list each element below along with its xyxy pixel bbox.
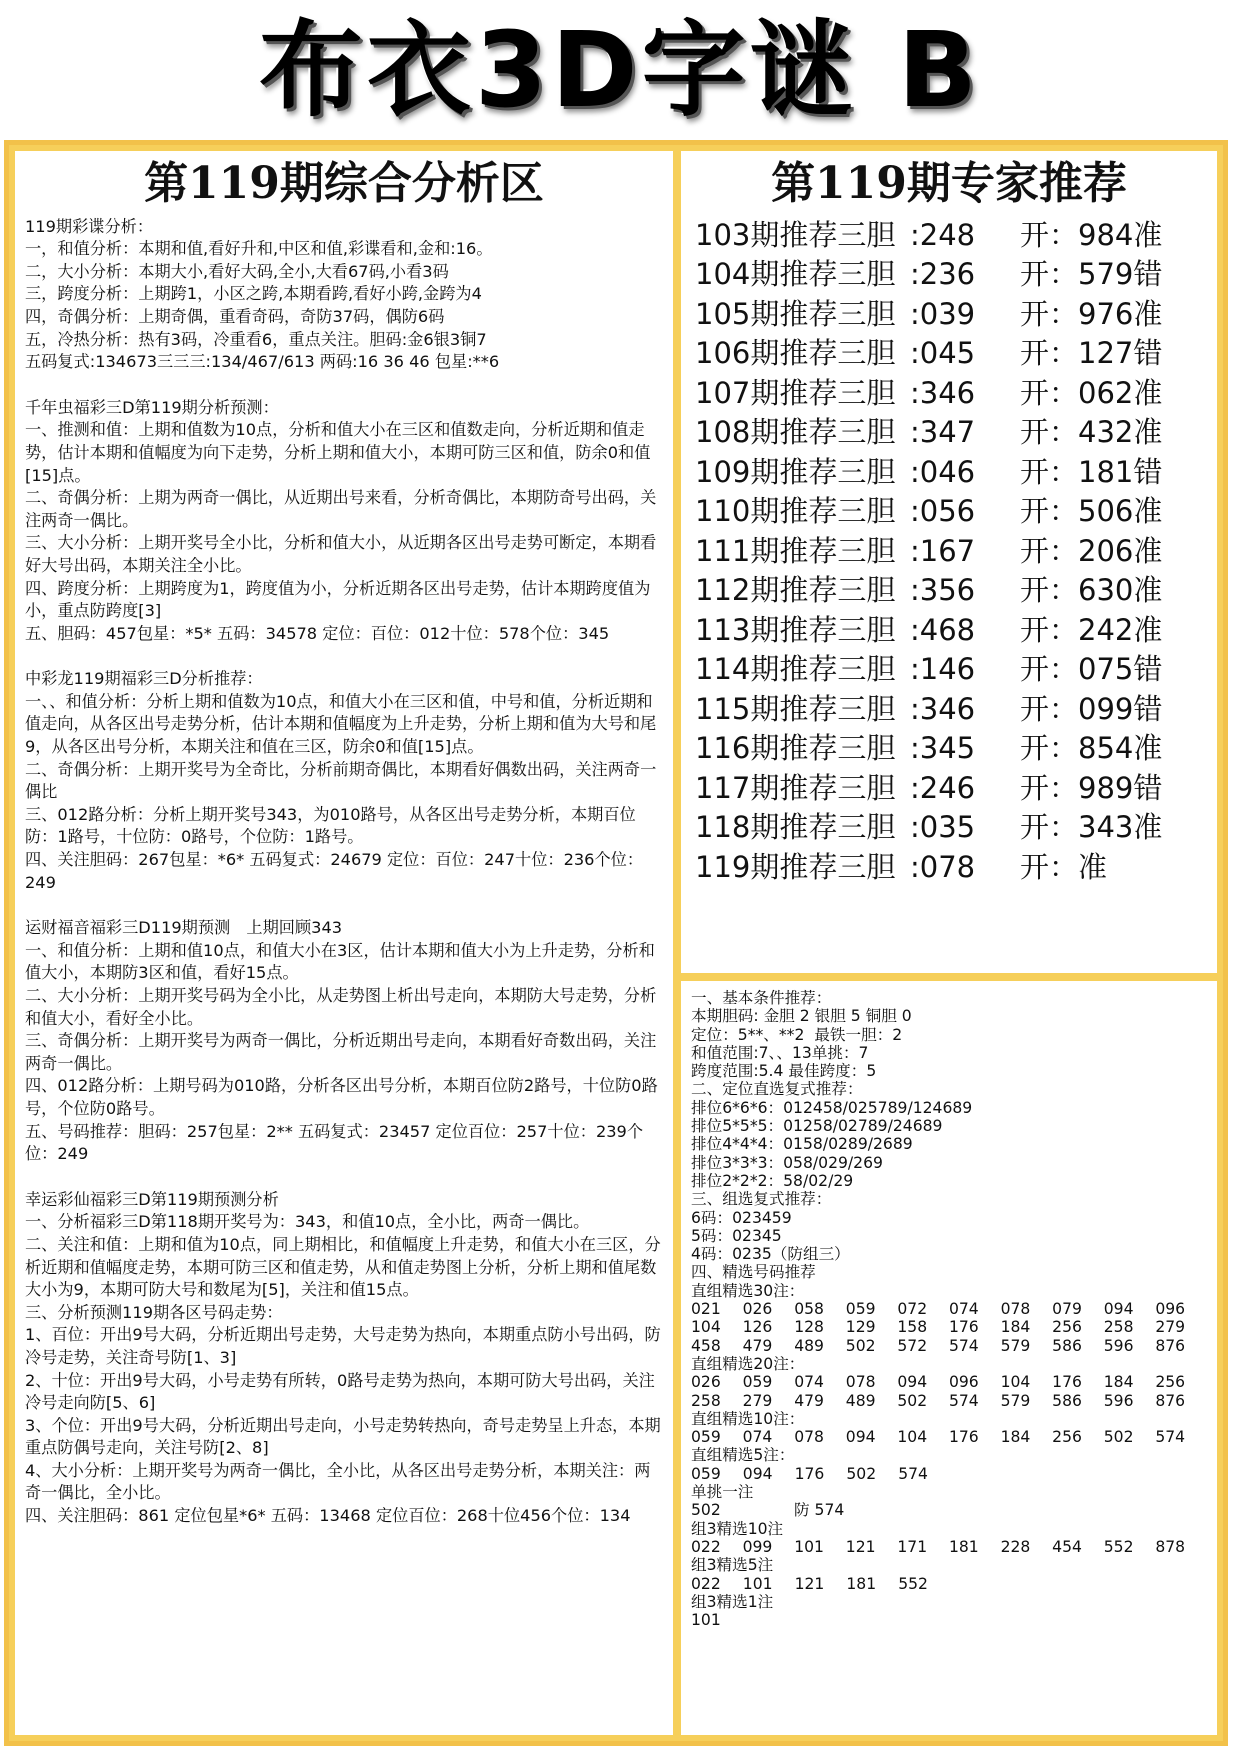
- number-cell: 458: [691, 1336, 721, 1355]
- analysis-line: 119期彩谍分析：: [25, 216, 154, 236]
- number-cell: 026: [742, 1300, 773, 1319]
- rec-number: :468: [910, 612, 976, 647]
- number-cell: 256: [1052, 1318, 1082, 1337]
- number-cell: 572: [897, 1336, 928, 1355]
- analysis-panel: [15, 151, 673, 1735]
- number-cell: 094: [897, 1373, 928, 1392]
- recommend-line: 定位：5**、**2 最铁一胆：2: [691, 1025, 903, 1044]
- number-cell: 489: [845, 1391, 876, 1410]
- number-cell: 574: [948, 1391, 979, 1410]
- number-cell: 101: [794, 1537, 824, 1556]
- number-cell: 059: [691, 1464, 721, 1483]
- recommend-line: 5码：02345: [691, 1226, 782, 1245]
- number-cell: 552: [898, 1574, 928, 1593]
- number-cell: 074: [742, 1428, 773, 1447]
- number-cell: 074: [948, 1300, 979, 1319]
- recommend-row: [695, 334, 1203, 374]
- number-row: [691, 1465, 1207, 1483]
- analysis-line: 3、个位：开出9号大码，分析近期出号走向，小号走势转热向，奇号走势呈上升态，本期重点防偶号走向，关注号防[2、8]: [25, 1415, 661, 1458]
- rec-label: 119期推荐三胆: [695, 849, 896, 884]
- number-cell: 079: [1052, 1300, 1082, 1319]
- number-cell: 181: [948, 1537, 979, 1556]
- group-title: 直组精选5注：: [691, 1446, 795, 1465]
- analysis-line: 4、大小分析：上期开奖号为两奇一偶比，全小比，从各区出号走势分析，本期关注：两奇一偶比，全小比。: [25, 1460, 651, 1503]
- number-cell: 181: [846, 1574, 877, 1593]
- number-row: [691, 1611, 1207, 1629]
- rec-label: 113期推荐三胆: [695, 612, 896, 647]
- number-cell: 074: [794, 1373, 824, 1392]
- number-cell: 258: [1103, 1318, 1134, 1337]
- number-row: [691, 1575, 1207, 1593]
- rec-number: :045: [910, 336, 976, 371]
- number-cell: 096: [1155, 1300, 1186, 1319]
- number-cell: 878: [1155, 1537, 1186, 1556]
- number-cell: 129: [845, 1318, 876, 1337]
- number-cell: 121: [794, 1574, 825, 1593]
- group-title: 组3精选10注: [691, 1519, 784, 1538]
- rec-result: 开：976准: [1020, 296, 1163, 331]
- number-cell: 489: [794, 1336, 824, 1355]
- number-cell: 059: [845, 1300, 876, 1319]
- analysis-section: [25, 216, 663, 374]
- recommend-row: [695, 769, 1203, 809]
- analysis-line: 四，奇偶分析：上期奇偶，重看奇码，奇防37码，偶防6码: [25, 306, 445, 326]
- number-cell: 596: [1103, 1391, 1134, 1410]
- analysis-line: 二、关注和值：上期和值为10点，同上期相比，和值幅度上升走势，和值大小在三区，分析近期和值幅度走势，本期可防三区和值走势，从和值走势图上分析，分析上期和值尾数大小为9，本期可防大号和数尾为[5]，关注和值15点。: [25, 1234, 661, 1300]
- rec-number: :246: [910, 770, 976, 805]
- rec-result: 开：343准: [1020, 810, 1163, 845]
- rec-result: 开：432准: [1020, 415, 1163, 450]
- rec-label: 114期推荐三胆: [695, 652, 896, 687]
- single-pick: [691, 1483, 1207, 1520]
- rec-result: 开：854准: [1020, 731, 1163, 766]
- number-cell: 552: [1103, 1537, 1134, 1556]
- rec-number: :356: [910, 573, 976, 608]
- number-cell: 072: [897, 1300, 928, 1319]
- number-cell: 574: [898, 1464, 928, 1483]
- recommend-line: 6码：023459: [691, 1208, 792, 1227]
- analysis-line: 五、胆码：457包星：*5* 五码：34578 定位：百位：012十位：578个位：345: [25, 623, 610, 643]
- rec-number: :146: [910, 652, 976, 687]
- number-cell: 078: [845, 1373, 876, 1392]
- recommend-row: [695, 532, 1203, 572]
- rec-label: 118期推荐三胆: [695, 810, 896, 845]
- recommend-row: [695, 611, 1203, 651]
- analysis-line: 五，冷热分析：热有3码，冷重看6，重点关注。胆码:金6银3铜7: [25, 329, 487, 349]
- number-cell: 099: [742, 1537, 773, 1556]
- rec-result: 开：准: [1020, 849, 1108, 884]
- recommend-row: [695, 413, 1203, 453]
- analysis-line: 三、奇偶分析：上期开奖号为两奇一偶比，分析近期出号走向，本期看好奇数出码，关注两奇一偶比。: [25, 1031, 657, 1073]
- recommend-row: [695, 255, 1203, 295]
- number-cell: 104: [1000, 1373, 1031, 1392]
- analysis-line: 一、分析福彩三D第118期开奖号为：343，和值10点，全小比，两奇一偶比。: [25, 1212, 590, 1232]
- number-row: [691, 1318, 1207, 1336]
- number-cell: 078: [794, 1428, 824, 1447]
- rec-result: 开：989错: [1020, 770, 1163, 805]
- rec-number: :248: [910, 217, 976, 252]
- number-cell: 876: [1155, 1391, 1186, 1410]
- number-group: [691, 1446, 1207, 1483]
- rec-result: 开：984准: [1020, 217, 1163, 252]
- number-cell: 579: [1000, 1336, 1031, 1355]
- rec-label: 116期推荐三胆: [695, 731, 896, 766]
- rec-result: 开：579错: [1020, 257, 1163, 292]
- rec-number: :046: [910, 454, 976, 489]
- number-cell: 176: [1052, 1373, 1082, 1392]
- analysis-line: 1、百位：开出9号大码，分析近期出号走势，大号走势为热向，本期重点防小号出码，防冷号走势，关注奇号防[1、3]: [25, 1325, 661, 1367]
- number-group: [691, 1410, 1207, 1447]
- analysis-section: [25, 397, 663, 646]
- analysis-section: [25, 1189, 663, 1528]
- rec-label: 115期推荐三胆: [695, 691, 896, 726]
- rec-label: 111期推荐三胆: [695, 533, 896, 568]
- recommend-line: 二、定位直选复式推荐：: [691, 1080, 863, 1099]
- rec-label: 117期推荐三胆: [695, 770, 896, 805]
- number-cell: 454: [1052, 1537, 1082, 1556]
- number-cell: 171: [897, 1537, 928, 1556]
- recommend-row: [695, 808, 1203, 848]
- rec-label: 110期推荐三胆: [695, 494, 896, 529]
- analysis-line: 一、、和值分析：分析上期和值数为10点，和值大小在三区和值，中号和值，分析近期和值走向，从各区出号走势分析，估计本期和值幅度为上升走势，分析上期和值为大号和尾9，从各区出号分析，本期关注和值在三区，防余0和值[15]点。: [25, 691, 657, 757]
- recommend-row: [695, 571, 1203, 611]
- number-cell: 126: [742, 1318, 773, 1337]
- analysis-section: [25, 917, 663, 1166]
- number-group: [691, 1520, 1207, 1557]
- rec-label: 105期推荐三胆: [695, 296, 896, 331]
- recommend-row: [695, 848, 1203, 888]
- expert-panel: [681, 151, 1217, 973]
- expert-title: 第119期专家推荐: [771, 158, 1127, 209]
- number-row: [691, 1392, 1207, 1410]
- rec-number: :035: [910, 810, 976, 845]
- single-value: 502: [691, 1501, 721, 1520]
- analysis-line: 三、012路分析：分析上期开奖号343，为010路号，从各区出号走势分析，本期百位防：1路号，十位防：0路号，个位防：1路号。: [25, 804, 636, 847]
- recommend-row: [695, 690, 1203, 730]
- number-cell: 059: [691, 1428, 721, 1447]
- analysis-line: 三、分析预测119期各区号码走势：: [25, 1302, 283, 1322]
- recommend-line: 跨度范围:5.4 最佳跨度：5: [691, 1062, 877, 1081]
- number-cell: 586: [1052, 1336, 1082, 1355]
- recommend-line: 三、组选复式推荐：: [691, 1190, 832, 1209]
- analysis-line: 二、奇偶分析：上期开奖号为全奇比，分析前期奇偶比，本期看好偶数出码，关注两奇一偶比: [25, 759, 657, 802]
- analysis-line: 一，和值分析：本期和值,看好升和,中区和值,彩谍看和,金和:16。: [25, 239, 493, 259]
- number-cell: 096: [948, 1373, 979, 1392]
- number-cell: 279: [1155, 1318, 1186, 1337]
- number-cell: 279: [742, 1391, 773, 1410]
- rec-number: :236: [910, 257, 976, 292]
- header-banner: [0, 0, 1240, 140]
- recommend-line: 排位6*6*6：012458/025789/124689: [691, 1098, 973, 1117]
- group-title: 直组精选10注：: [691, 1409, 805, 1428]
- number-group: [691, 1355, 1207, 1410]
- number-cell: 058: [794, 1300, 824, 1319]
- number-row: [691, 1373, 1207, 1391]
- number-cell: 502: [1103, 1428, 1134, 1447]
- number-cell: 021: [691, 1300, 721, 1319]
- rec-label: 108期推荐三胆: [695, 415, 896, 450]
- rec-label: 103期推荐三胆: [695, 217, 896, 252]
- page-title: 布衣3D字谜 B: [258, 9, 982, 131]
- analysis-line: 四、跨度分析：上期跨度为1，跨度值为小，分析近期各区出号走势，估计本期跨度值为小，重点防跨度[3]: [25, 578, 651, 621]
- number-cell: 258: [691, 1391, 721, 1410]
- number-cell: 176: [794, 1464, 825, 1483]
- number-cell: 101: [742, 1574, 773, 1593]
- rec-result: 开：630准: [1020, 573, 1163, 608]
- recommend-line: 排位2*2*2：58/02/29: [691, 1171, 854, 1190]
- number-cell: 176: [948, 1428, 979, 1447]
- recommend-row: [695, 650, 1203, 690]
- number-cell: 502: [897, 1391, 928, 1410]
- number-cell: 026: [691, 1373, 721, 1392]
- rec-number: :345: [910, 731, 976, 766]
- analysis-line: 四、关注胆码：861 定位包星*6* 五码：13468 定位百位：268十位456个位：134: [25, 1506, 631, 1526]
- analysis-line: 中彩龙119期福彩三D分析推荐：: [25, 669, 263, 689]
- number-group: [691, 1282, 1207, 1355]
- analysis-line: 三、大小分析：上期开奖号全小比，分析和值大小，从近期各区出号走势可断定，本期看好大号出码，本期关注全小比。: [25, 533, 657, 575]
- rec-label: 109期推荐三胆: [695, 454, 896, 489]
- recommend-line: 一、基本条件推荐：: [691, 989, 832, 1007]
- number-row: [691, 1538, 1207, 1556]
- number-cell: 876: [1155, 1336, 1186, 1355]
- analysis-line: 四、关注胆码：267包星：*6* 五码复式：24679 定位：百位：247十位：236个位：249: [25, 850, 644, 892]
- analysis-line: 五、号码推荐：胆码：257包星：2** 五码复式：23457 定位百位：257十位：239个位：249: [25, 1121, 644, 1164]
- recommend-panel: [681, 981, 1217, 1735]
- analysis-line: 二、奇偶分析：上期为两奇一偶比，从近期出号来看，分析奇偶比，本期防奇号出码，关注两奇一偶比。: [25, 488, 657, 530]
- number-cell: 574: [1155, 1428, 1186, 1447]
- number-row: [691, 1337, 1207, 1355]
- single-guard: 防 574: [794, 1501, 845, 1520]
- rec-number: :039: [910, 296, 976, 331]
- analysis-line: 四、012路分析：上期号码为010路，分析各区出号分析，本期百位防2路号，十位防0路号，个位防0路号。: [25, 1076, 658, 1118]
- group-title: 直组精选20注：: [691, 1354, 805, 1373]
- analysis-section: [25, 668, 663, 894]
- rec-label: 104期推荐三胆: [695, 257, 896, 292]
- rec-result: 开：127错: [1020, 336, 1163, 371]
- recommend-line: 和值范围:7、、13单挑：7: [691, 1043, 869, 1062]
- analysis-line: 一、推测和值：上期和值数为10点，分析和值大小在三区和值数走向，分析近期和值走势，估计本期和值幅度为向下走势，分析上期和值大小，本期可防三区和值，防余0和值[15]点。: [25, 420, 651, 485]
- recommend-row: [695, 374, 1203, 414]
- rec-result: 开：206准: [1020, 533, 1163, 568]
- rec-label: 106期推荐三胆: [695, 336, 896, 371]
- rec-number: :056: [910, 494, 976, 529]
- analysis-line: 幸运彩仙福彩三D第119期预测分析: [25, 1189, 279, 1209]
- number-cell: 256: [1052, 1428, 1082, 1447]
- rec-label: 107期推荐三胆: [695, 375, 896, 410]
- number-cell: 184: [1000, 1318, 1031, 1337]
- number-cell: 184: [1000, 1428, 1031, 1447]
- number-cell: 502: [846, 1464, 877, 1483]
- analysis-line: 运财福音福彩三D119期预测 上期回顾343: [25, 918, 343, 938]
- number-row: [691, 1300, 1207, 1318]
- number-cell: 078: [1000, 1300, 1031, 1319]
- number-cell: 022: [691, 1574, 721, 1593]
- number-cell: 104: [691, 1318, 721, 1337]
- analysis-line: 二，大小分析：本期大小,看好大码,全小,大看67码,小看3码: [25, 261, 449, 281]
- rec-number: :167: [910, 533, 976, 568]
- number-cell: 479: [742, 1336, 773, 1355]
- rec-result: 开：075错: [1020, 652, 1163, 687]
- single-title: 单挑一注: [691, 1483, 754, 1502]
- group-title: 组3精选5注: [691, 1556, 774, 1575]
- recommend-line: 四、精选号码推荐: [691, 1263, 816, 1282]
- number-cell: 579: [1000, 1391, 1031, 1410]
- recommend-line: 4码：0235（防组三）: [691, 1245, 850, 1264]
- analysis-line: 2、十位：开出9号大码，小号走势有所转，0路号走势为热向，本期可防大号出码，关注冷号走向防[5、6]: [25, 1370, 655, 1413]
- number-cell: 094: [742, 1464, 773, 1483]
- number-cell: 059: [742, 1373, 773, 1392]
- rec-number: :078: [910, 849, 976, 884]
- content-frame: [4, 140, 1228, 1746]
- number-cell: 176: [948, 1318, 979, 1337]
- number-group: [691, 1593, 1207, 1630]
- number-cell: 094: [845, 1428, 876, 1447]
- number-cell: 228: [1000, 1537, 1031, 1556]
- analysis-line: 一、和值分析：上期和值10点，和值大小在3区，估计本期和值大小为上升走势，分析和值大小，本期防3区和值，看好15点。: [25, 940, 655, 983]
- rec-result: 开：242准: [1020, 612, 1163, 647]
- number-cell: 094: [1103, 1300, 1134, 1319]
- number-cell: 596: [1103, 1336, 1134, 1355]
- number-cell: 104: [897, 1428, 928, 1447]
- rec-result: 开：506准: [1020, 494, 1163, 529]
- recommend-line: 排位3*3*3：058/029/269: [691, 1153, 883, 1172]
- number-cell: 158: [897, 1318, 928, 1337]
- number-cell: 256: [1155, 1373, 1186, 1392]
- analysis-line: 三，跨度分析：上期跨1，小区之跨,本期看跨,看好小跨,金跨为4: [25, 284, 482, 304]
- rec-result: 开：099错: [1020, 691, 1163, 726]
- number-cell: 479: [794, 1391, 824, 1410]
- group-title: 直组精选30注：: [691, 1281, 805, 1300]
- rec-label: 112期推荐三胆: [695, 573, 896, 608]
- rec-result: 开：181错: [1020, 454, 1163, 489]
- group-title: 组3精选1注: [691, 1592, 774, 1611]
- rec-number: :347: [910, 415, 976, 450]
- number-cell: 022: [691, 1537, 721, 1556]
- recommend-line: 排位4*4*4：0158/0289/2689: [691, 1135, 913, 1154]
- analysis-title: 第119期综合分析区: [144, 158, 544, 209]
- rec-number: :346: [910, 375, 976, 410]
- number-cell: 128: [794, 1318, 824, 1337]
- number-row: [691, 1428, 1207, 1446]
- recommend-row: [695, 492, 1203, 532]
- rec-number: :346: [910, 691, 976, 726]
- number-cell: 574: [948, 1336, 979, 1355]
- number-group: [691, 1556, 1207, 1593]
- analysis-line: 二、大小分析：上期开奖号码为全小比，从走势图上析出号走向，本期防大号走势，分析和值大小，看好全小比。: [25, 986, 657, 1028]
- recommend-row: [695, 216, 1203, 256]
- number-cell: 586: [1052, 1391, 1082, 1410]
- recommend-row: [695, 453, 1203, 493]
- recommend-line: 排位5*5*5：01258/02789/24689: [691, 1117, 943, 1136]
- number-cell: 502: [845, 1336, 876, 1355]
- analysis-line: 五码复式:134673三三三:134/467/613 两码:16 36 46 包星:**6: [25, 352, 500, 372]
- recommend-row: [695, 295, 1203, 335]
- recommend-line: 本期胆码: 金胆 2 银胆 5 铜胆 0: [691, 1007, 912, 1026]
- number-cell: 101: [691, 1611, 721, 1630]
- number-cell: 121: [845, 1537, 876, 1556]
- rec-result: 开：062准: [1020, 375, 1163, 410]
- number-cell: 184: [1103, 1373, 1134, 1392]
- analysis-line: 千年虫福彩三D第119期分析预测：: [25, 397, 279, 417]
- recommend-row: [695, 729, 1203, 769]
